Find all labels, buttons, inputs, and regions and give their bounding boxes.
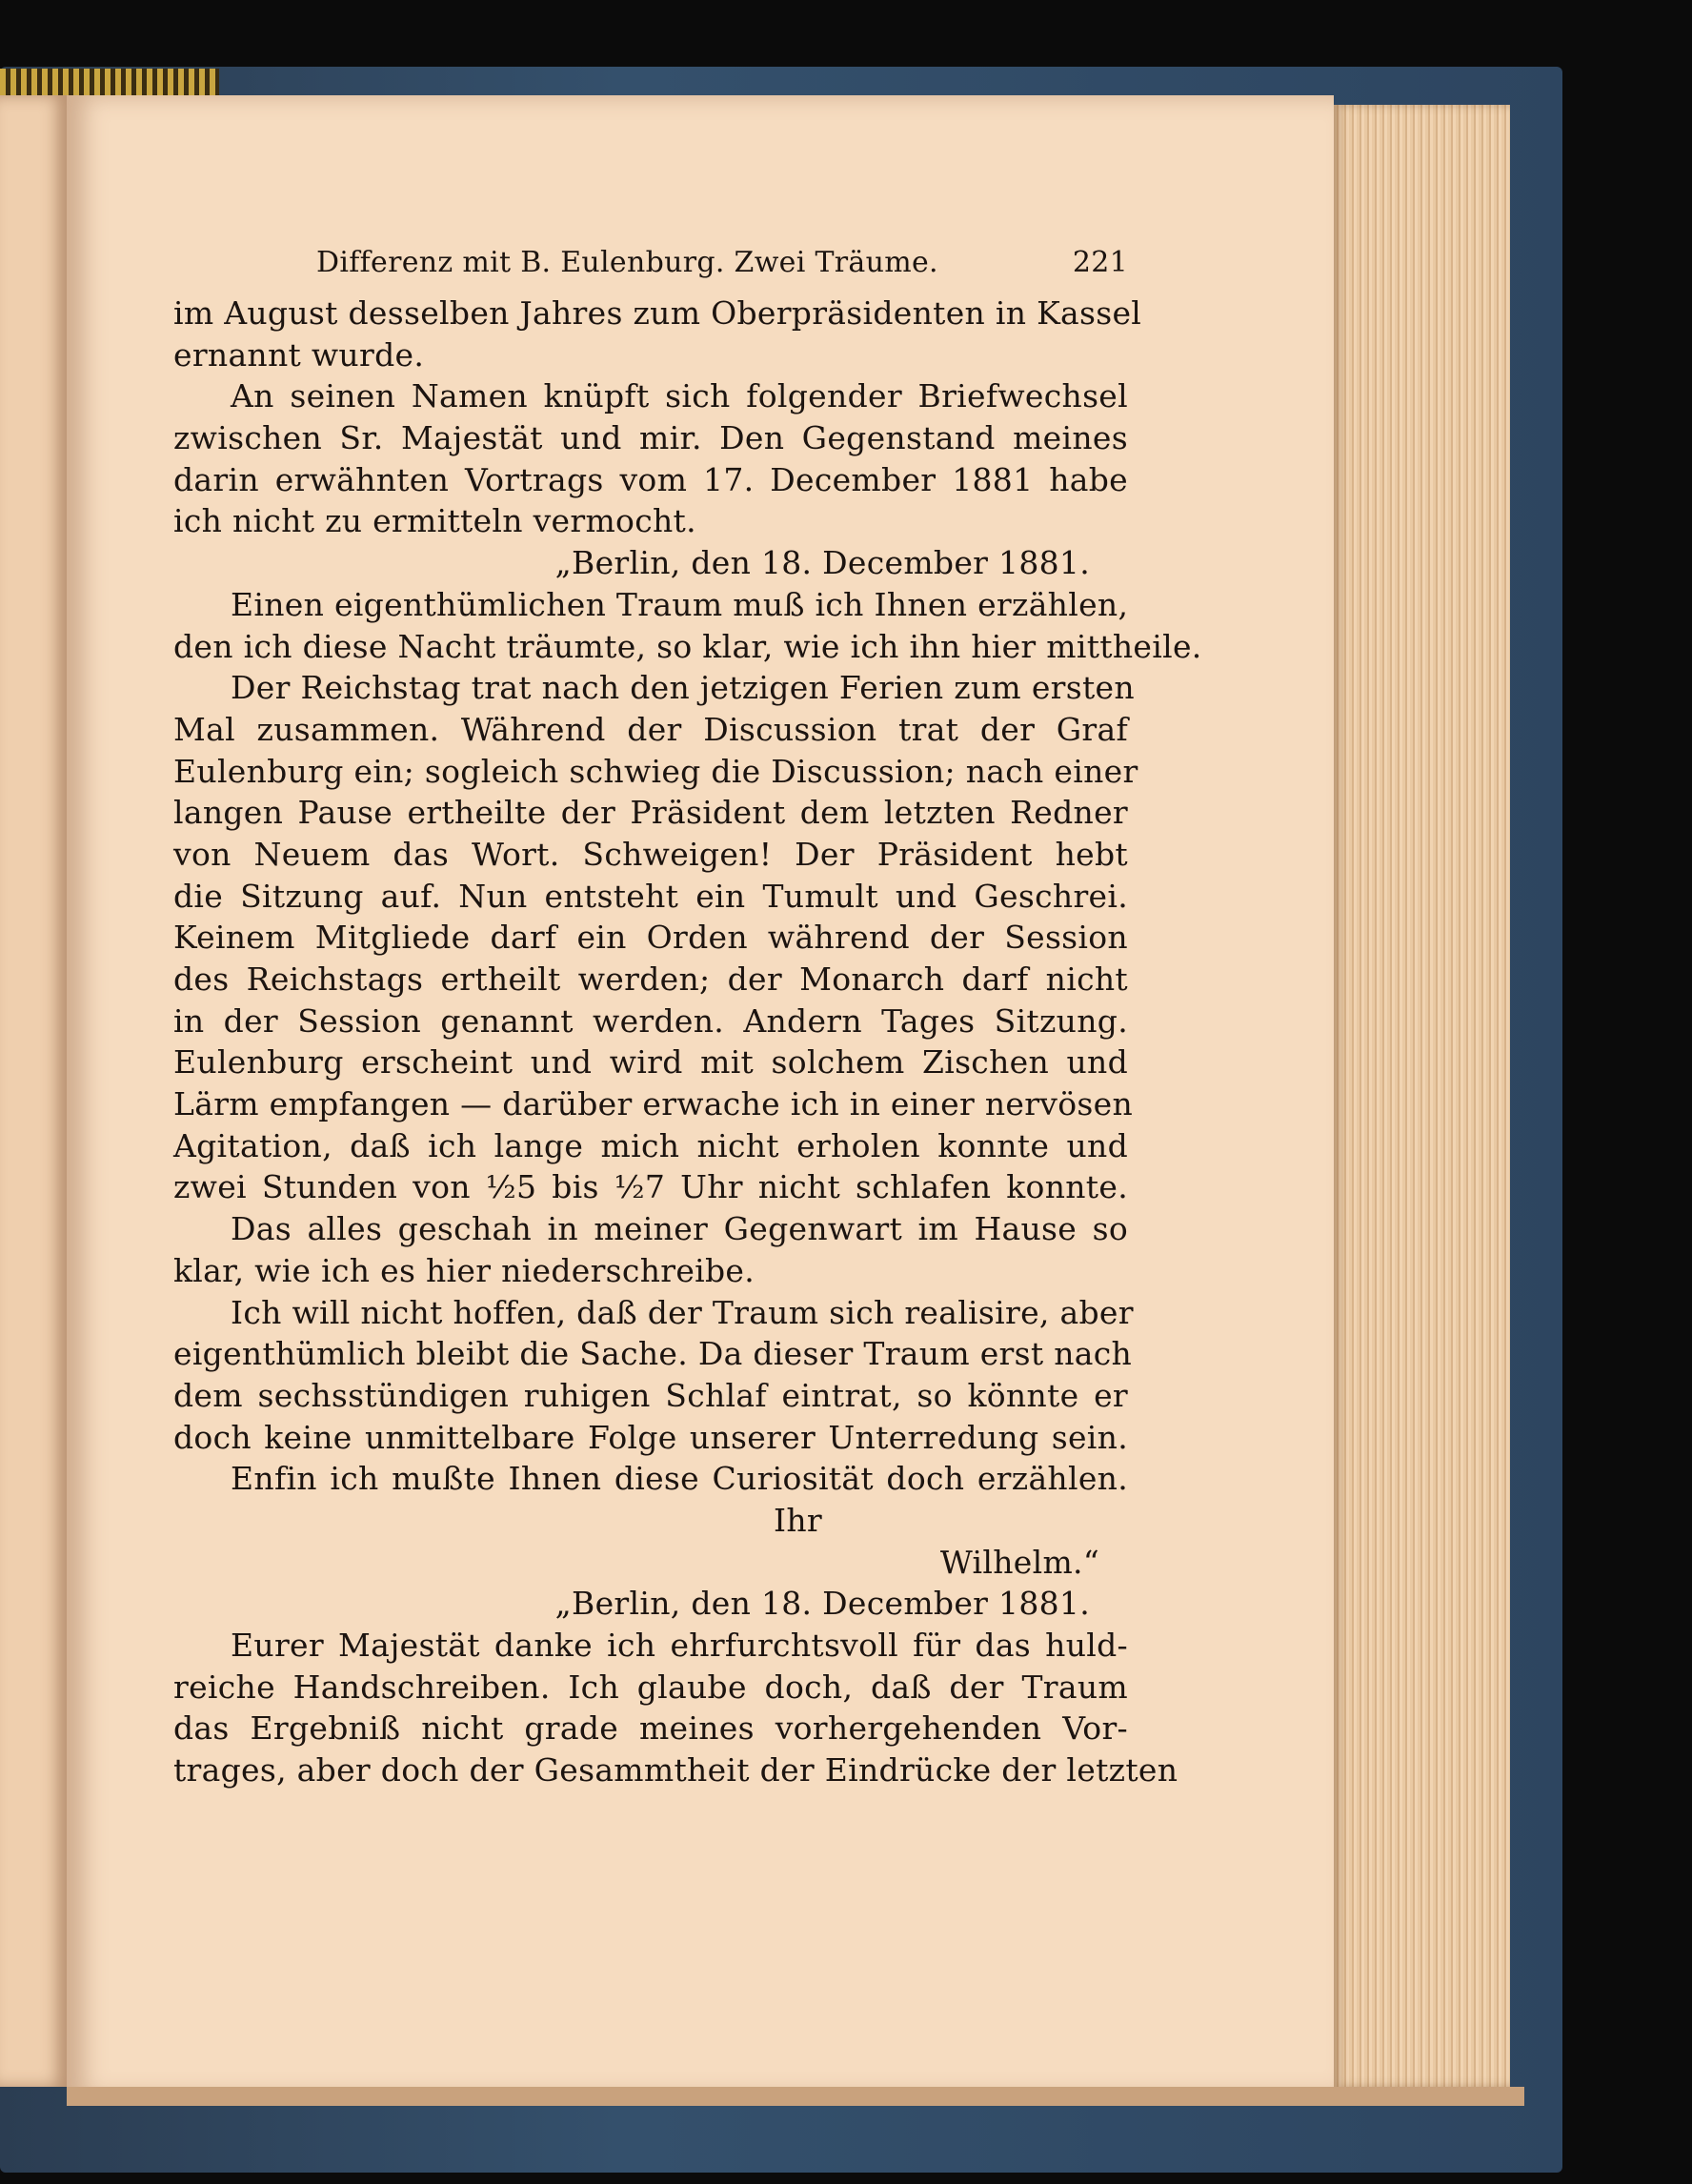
text-line: Eurer Majestät danke ich ehrfurchtsvoll für das huld- (231, 1627, 1128, 1664)
text-line: trages, aber doch der Gesammtheit der Eindrücke der letzten (173, 1751, 1178, 1790)
letter-signature: Wilhelm.“ (939, 1543, 1099, 1581)
text-line: Ich will nicht hoffen, daß der Traum sich realisire, aber (231, 1293, 1134, 1331)
page-edges (1334, 105, 1510, 2087)
text-line: ernannt wurde. (173, 335, 425, 374)
text-line: Enfin ich mußte Ihnen diese Curiosität doch erzählen. (231, 1460, 1128, 1498)
text-line: zwischen Sr. Majestät und mir. Den Gegenstand meines (173, 419, 1128, 457)
letter-date: „Berlin, den 18. December 1881. (554, 1585, 1090, 1623)
text-line: klar, wie ich es hier niederschreibe. (173, 1251, 755, 1289)
text-line: Das alles geschah in meiner Gegenwart im Hause so (231, 1210, 1128, 1248)
page-bottom-edge (67, 2087, 1524, 2106)
letter-date: „Berlin, den 18. December 1881. (554, 544, 1090, 582)
text-line: in der Session genannt werden. Andern Tages Sitzung. (173, 1001, 1128, 1040)
text-line: ich nicht zu ermitteln vermocht. (173, 502, 696, 540)
text-line: Eulenburg ein; sogleich schwieg die Discussion; nach einer (173, 752, 1138, 790)
letter-closing: Ihr (774, 1501, 822, 1539)
text-line: das Ergebniß nicht grade meines vorhergehenden Vor- (173, 1709, 1128, 1748)
text-line: die Sitzung auf. Nun entsteht ein Tumult und Geschrei. (173, 877, 1128, 915)
left-page-edge (0, 95, 67, 2087)
spine-decoration (0, 69, 219, 97)
text-line: den ich diese Nacht träumte, so klar, wie ich ihn hier mittheile. (173, 627, 1202, 665)
text-line: Mal zusammen. Während der Discussion trat der Graf (173, 710, 1128, 748)
text-line: eigenthümlich bleibt die Sache. Da dieser Traum erst nach (173, 1335, 1133, 1373)
text-line: An seinen Namen knüpft sich folgender Briefwechsel (231, 377, 1128, 415)
page-text (173, 246, 1202, 1791)
text-line: des Reichstags ertheilt werden; der Monarch darf nicht (173, 961, 1128, 998)
running-head-title: Differenz mit B. Eulenburg. Zwei Träume. (316, 246, 938, 279)
text-line: reiche Handschreiben. Ich glaube doch, daß der Traum (173, 1668, 1128, 1706)
text-line: langen Pause ertheilte der Präsident dem letzten Redner (173, 794, 1128, 832)
running-head (173, 246, 1128, 279)
text-line: darin erwähnten Vortrags vom 17. December 1881 habe (173, 460, 1128, 498)
text-line: Agitation, daß ich lange mich nicht erholen konnte und (173, 1126, 1128, 1164)
page-number: 221 (1072, 246, 1128, 279)
text-line: Der Reichstag trat nach den jetzigen Ferien zum ersten (231, 669, 1135, 707)
text-line: Keinem Mitgliede darf ein Orden während der Session (173, 919, 1128, 957)
text-line: doch keine unmittelbare Folge unserer Unterredung sein. (173, 1418, 1128, 1456)
text-line: im August desselben Jahres zum Oberpräsidenten in Kassel (173, 294, 1142, 332)
text-line: Eulenburg erscheint und wird mit solchem Zischen und (173, 1043, 1128, 1082)
text-line: von Neuem das Wort. Schweigen! Der Präsident hebt (173, 835, 1128, 873)
text-line: Lärm empfangen — darüber erwache ich in einer nervösen (173, 1085, 1134, 1123)
text-line: dem sechsstündigen ruhigen Schlaf eintrat, so könnte er (173, 1376, 1128, 1414)
text-line: zwei Stunden von ½5 bis ½7 Uhr nicht schlafen konnte. (173, 1168, 1128, 1206)
text-line: Einen eigenthümlichen Traum muß ich Ihnen erzählen, (231, 585, 1129, 623)
